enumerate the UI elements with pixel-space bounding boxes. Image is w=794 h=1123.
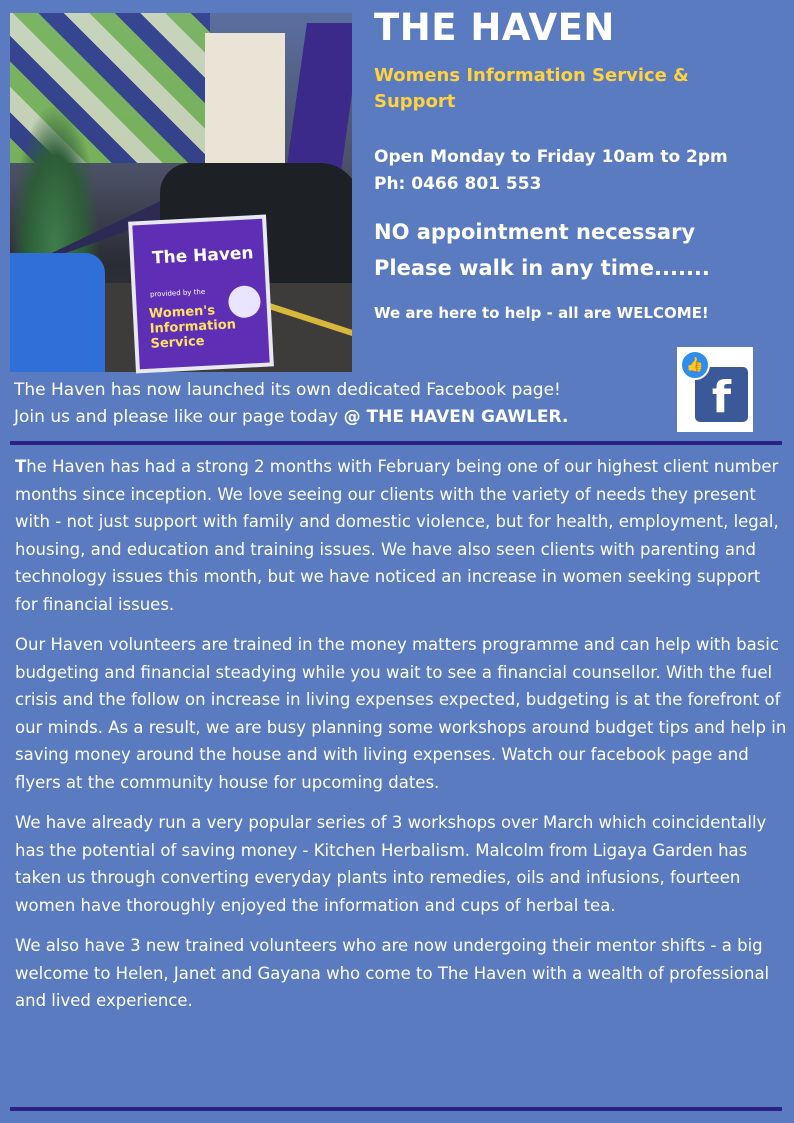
contact-info xyxy=(374,144,774,198)
facebook-announcement xyxy=(14,377,674,431)
walk-in-notice xyxy=(374,214,784,286)
drop-cap: T xyxy=(15,457,27,476)
open-badge xyxy=(228,285,262,319)
paragraph-1 xyxy=(15,453,787,618)
facebook-line-1: The Haven has now launched its own dedicated Facebook page! xyxy=(14,380,561,400)
opening-hours: Open Monday to Friday 10am to 2pm xyxy=(374,147,728,167)
sign-org-name: Women's Information Service xyxy=(148,303,237,352)
facebook-badge[interactable] xyxy=(677,347,753,432)
blue-pot xyxy=(10,253,105,372)
facebook-line-2 xyxy=(14,404,674,431)
facebook-icon: f xyxy=(695,367,748,422)
facebook-line-2-text: Join us and please like our page today xyxy=(14,407,344,427)
sign-title: The Haven xyxy=(151,243,255,269)
facebook-handle[interactable]: @ THE HAVEN GAWLER. xyxy=(343,407,569,427)
welcome-message: We are here to help - all are WELCOME! xyxy=(374,304,709,322)
divider-top xyxy=(10,441,782,445)
walk-in-line-2: Please walk in any time....... xyxy=(374,256,710,280)
newsletter-body xyxy=(15,453,787,1028)
haven-sign xyxy=(128,214,274,373)
sign-small-text: provided by the xyxy=(149,287,206,299)
thumbs-up-icon: 👍 xyxy=(680,350,710,380)
phone-number: Ph: 0466 801 553 xyxy=(374,174,542,194)
page-subtitle: Womens Information Service & Support xyxy=(374,65,689,112)
paragraph-1-text: he Haven has had a strong 2 months with February being one of our highest client number months since inception. We love seeing our clients with the variety of needs they present with - not just support with family and domestic violence, but for health, employment, legal, housing, and education and training issues. We have also seen clients with parenting and technology issues this month, but we have noticed an increase in women seeking support for financial issues. xyxy=(15,457,779,614)
paragraph-3: We have already run a very popular series of 3 workshops over March which coincidentally has the potential of saving money - Kitchen Herbalism. Malcolm from Ligaya Garden has taken us through converting everyday plants into remedies, oils and infusions, fourteen women have thoroughly enjoyed the information and cups of herbal tea. xyxy=(15,813,767,915)
divider-bottom xyxy=(10,1107,782,1111)
page-title: THE HAVEN xyxy=(374,6,615,49)
paragraph-4: We also have 3 new trained volunteers who are now undergoing their mentor shifts - a big welcome to Helen, Janet and Gayana who come to The Haven with a wealth of professional and lived experience. xyxy=(15,936,770,1010)
paragraph-2: Our Haven volunteers are trained in the money matters programme and can help with basic budgeting and financial steadying while you wait to see a financial counsellor. With the fuel crisis and the follow on increase in living expenses expected, budgeting is at the forefront of our minds. As a result, we are busy planning some workshops around budget tips and help in saving money around the house and with living expenses. Watch our facebook page and flyers at the community house for upcoming dates. xyxy=(15,635,787,792)
doorway xyxy=(205,33,285,173)
walk-in-line-1: NO appointment necessary xyxy=(374,220,696,244)
